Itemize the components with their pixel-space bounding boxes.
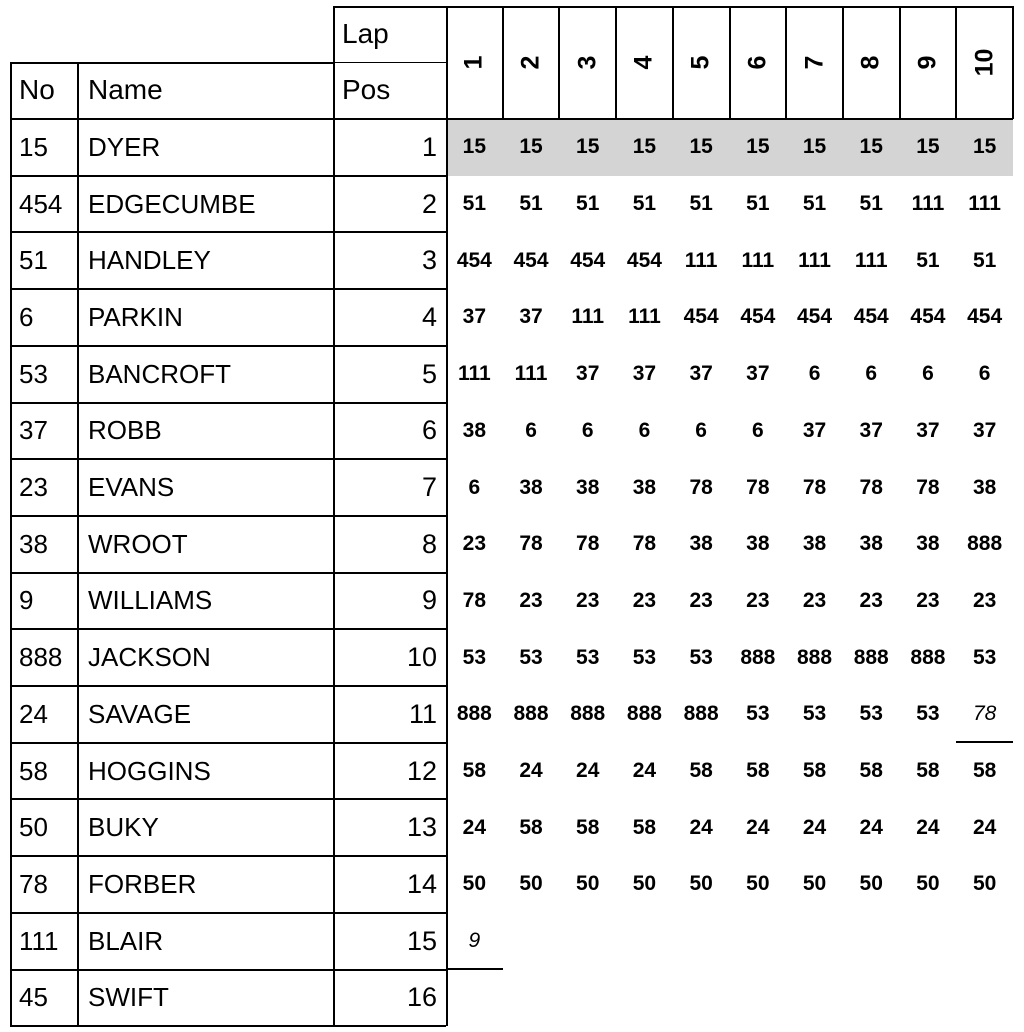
row-divider — [10, 231, 446, 233]
lap-number-header — [616, 6, 673, 119]
lap-position-value: 111 — [798, 248, 831, 272]
lap-position-value: 454 — [626, 248, 662, 272]
lap-position-value: 78 — [462, 588, 487, 612]
lap-position-value: 51 — [859, 192, 883, 216]
lap-position-value: 58 — [802, 759, 827, 783]
name-header: Name — [88, 74, 163, 106]
rider-name: FORBER — [88, 868, 197, 899]
lap-col-divider — [672, 6, 674, 119]
lap-position-value: 23 — [632, 588, 657, 612]
finish-position: 5 — [421, 358, 437, 389]
lap-number-label: 1 — [459, 55, 488, 70]
lap-position-value: 111 — [741, 248, 775, 272]
rider-name: WROOT — [88, 528, 188, 559]
lap-position-value: 78 — [916, 475, 940, 499]
lap-position-value: 38 — [576, 475, 600, 499]
rider-name: JACKSON — [88, 642, 211, 673]
lap-position-value: 37 — [462, 305, 487, 329]
rider-number: 50 — [19, 812, 48, 843]
lap-position-value: 53 — [689, 645, 713, 669]
row-divider — [10, 685, 446, 687]
rider-number: 53 — [19, 358, 48, 389]
lap-position-value: 58 — [519, 815, 543, 839]
finish-position: 7 — [421, 472, 437, 503]
lap-position-value: 51 — [972, 248, 997, 272]
lap-position-value: 38 — [916, 532, 940, 556]
lap-number-label: 9 — [913, 55, 942, 70]
finish-position: 15 — [406, 925, 437, 956]
lap-position-value: 51 — [462, 192, 487, 216]
row-divider — [10, 855, 446, 857]
col-divider — [446, 6, 448, 1026]
lap-number-header — [446, 6, 503, 119]
lap-position-value: 454 — [740, 305, 776, 329]
lap-col-divider — [1012, 6, 1014, 119]
lap-position-value: 53 — [916, 702, 940, 726]
finish-position: 10 — [406, 642, 437, 673]
row-divider — [10, 345, 446, 347]
lap-number-header — [843, 6, 900, 119]
lap-position-value: 6 — [581, 418, 594, 442]
lap-position-value: 888 — [797, 645, 833, 669]
lap-number-label: 6 — [743, 55, 772, 70]
lap-position-value: 15 — [802, 135, 827, 159]
lapped-rider-value: 9 — [468, 929, 481, 953]
lap-position-value: 78 — [746, 475, 770, 499]
finish-position: 14 — [406, 868, 437, 899]
lap-position-value: 454 — [853, 305, 889, 329]
lap-position-value: 6 — [865, 362, 878, 386]
lap-number-label: 8 — [856, 55, 885, 70]
lap-position-value: 454 — [456, 248, 492, 272]
lap-col-divider — [558, 6, 560, 119]
lap-number-label: 3 — [573, 55, 602, 70]
rider-name: BLAIR — [88, 925, 164, 956]
lap-position-value: 24 — [859, 815, 883, 839]
lap-position-value: 38 — [519, 475, 543, 499]
lap-position-value: 888 — [513, 702, 549, 726]
rider-number: 37 — [19, 415, 48, 446]
rider-name: WILLIAMS — [88, 585, 213, 616]
lap-position-value: 37 — [746, 362, 770, 386]
lap-position-value: 888 — [853, 645, 889, 669]
lap-position-value: 53 — [462, 645, 487, 669]
rider-name: BANCROFT — [88, 358, 231, 389]
lap-position-value: 454 — [683, 305, 719, 329]
lap-position-value: 58 — [746, 759, 770, 783]
row-divider — [10, 572, 446, 574]
lap-col-divider — [502, 6, 504, 119]
header-divider-pos — [333, 62, 446, 63]
rider-number: 454 — [19, 188, 63, 219]
lap-position-value: 6 — [808, 362, 821, 386]
pos-header: Pos — [342, 74, 391, 106]
lap-number-header — [673, 6, 730, 119]
lap-col-divider — [729, 6, 731, 119]
lap-position-value: 111 — [628, 305, 661, 329]
lap-col-divider — [899, 6, 901, 119]
lap-col-divider — [955, 6, 957, 119]
rider-name: HANDLEY — [88, 245, 211, 276]
lap-position-value: 454 — [570, 248, 606, 272]
lap-position-value: 37 — [689, 362, 713, 386]
lap-position-value: 58 — [859, 759, 883, 783]
lap-position-value: 6 — [978, 362, 991, 386]
lap-number-label: 2 — [516, 55, 545, 70]
lap-position-value: 51 — [802, 192, 827, 216]
lap-number-header — [786, 6, 843, 119]
lap-position-value: 24 — [576, 759, 600, 783]
lap-position-value: 23 — [859, 588, 883, 612]
rider-name: ROBB — [88, 415, 162, 446]
lap-position-value: 23 — [689, 588, 713, 612]
lap-position-value: 23 — [972, 588, 997, 612]
lapped-underline — [446, 968, 503, 970]
lap-position-value: 23 — [802, 588, 827, 612]
lap-position-value: 24 — [462, 815, 487, 839]
lap-position-value: 50 — [576, 872, 600, 896]
row-divider — [10, 288, 446, 290]
lap-position-value: 58 — [916, 759, 940, 783]
lap-position-value: 454 — [797, 305, 833, 329]
lap-position-value: 24 — [519, 759, 543, 783]
lap-position-value: 37 — [859, 418, 883, 442]
lap-position-value: 53 — [972, 645, 997, 669]
finish-position: 8 — [421, 528, 437, 559]
row-divider — [10, 798, 446, 800]
lap-position-value: 15 — [632, 135, 657, 159]
rider-number: 38 — [19, 528, 48, 559]
rider-number: 78 — [19, 868, 48, 899]
lap-position-value: 50 — [519, 872, 543, 896]
lap-position-value: 50 — [916, 872, 940, 896]
lap-position-value: 24 — [689, 815, 713, 839]
lap-position-value: 58 — [576, 815, 600, 839]
lap-position-value: 454 — [513, 248, 549, 272]
lap-position-value: 15 — [972, 135, 997, 159]
rider-number: 6 — [19, 301, 34, 332]
lap-position-value: 23 — [576, 588, 600, 612]
lap-position-value: 58 — [632, 815, 657, 839]
lap-number-header — [730, 6, 787, 119]
lap-position-value: 50 — [746, 872, 770, 896]
lapped-underline — [956, 741, 1013, 743]
lap-position-value: 6 — [922, 362, 934, 386]
lap-position-value: 53 — [859, 702, 883, 726]
lap-position-value: 23 — [746, 588, 770, 612]
lap-position-value: 23 — [916, 588, 940, 612]
rider-number: 58 — [19, 755, 48, 786]
lap-position-value: 78 — [859, 475, 883, 499]
lap-position-value: 24 — [746, 815, 770, 839]
lap-number-header — [956, 6, 1013, 119]
finish-position: 2 — [421, 188, 437, 219]
lap-position-value: 50 — [689, 872, 713, 896]
rider-number: 24 — [19, 698, 48, 729]
col-divider — [77, 62, 79, 1026]
lap-position-value: 888 — [456, 702, 492, 726]
lap-position-value: 37 — [632, 362, 657, 386]
finish-position: 9 — [421, 585, 437, 616]
lap-header: Lap — [342, 18, 389, 49]
lap-position-value: 888 — [683, 702, 719, 726]
finish-position: 1 — [421, 131, 437, 162]
lapped-rider-value: 78 — [972, 702, 997, 726]
lap-position-value: 38 — [746, 532, 770, 556]
lap-position-value: 15 — [859, 135, 883, 159]
lap-position-value: 15 — [746, 135, 770, 159]
row-divider — [10, 458, 446, 460]
rider-number: 45 — [19, 982, 48, 1013]
lap-position-value: 53 — [576, 645, 600, 669]
lap-position-value: 50 — [859, 872, 883, 896]
col-divider — [333, 6, 335, 1026]
rider-number: 51 — [19, 245, 48, 276]
lap-number-label: 10 — [970, 48, 999, 77]
finish-position: 6 — [421, 415, 437, 446]
lap-position-value: 6 — [468, 475, 481, 499]
rider-name: EDGECUMBE — [88, 188, 256, 219]
table-top-border — [10, 62, 333, 64]
lap-col-divider — [785, 6, 787, 119]
lap-position-value: 6 — [752, 418, 764, 442]
row-divider — [10, 742, 446, 744]
lap-position-value: 53 — [519, 645, 543, 669]
lap-number-header — [503, 6, 560, 119]
lap-position-value: 78 — [519, 532, 543, 556]
finish-position: 12 — [406, 755, 437, 786]
lap-position-value: 15 — [462, 135, 487, 159]
lap-position-value: 38 — [859, 532, 883, 556]
lap-position-value: 888 — [740, 645, 776, 669]
lap-position-value: 53 — [746, 702, 770, 726]
lap-position-value: 38 — [462, 418, 487, 442]
lap-position-value: 111 — [514, 362, 548, 386]
finish-position: 3 — [421, 245, 437, 276]
lap-position-value: 111 — [684, 248, 718, 272]
lap-position-value: 51 — [632, 192, 657, 216]
lap-position-value: 78 — [802, 475, 827, 499]
row-divider — [10, 912, 446, 914]
lap-position-value: 454 — [967, 305, 1003, 329]
lap-position-value: 50 — [972, 872, 997, 896]
lap-position-value: 58 — [689, 759, 713, 783]
lap-position-value: 6 — [638, 418, 651, 442]
lap-position-value: 51 — [746, 192, 770, 216]
rider-number: 888 — [19, 642, 63, 673]
lap-position-value: 38 — [632, 475, 657, 499]
row-divider — [10, 969, 446, 971]
lap-position-value: 37 — [576, 362, 600, 386]
lap-number-label: 5 — [686, 55, 715, 70]
rider-name: EVANS — [88, 472, 175, 503]
lap-position-value: 58 — [462, 759, 487, 783]
rider-number: 9 — [19, 585, 34, 616]
lap-position-value: 51 — [689, 192, 713, 216]
lap-position-value: 15 — [576, 135, 600, 159]
lap-position-value: 888 — [626, 702, 662, 726]
lap-position-value: 111 — [571, 305, 605, 329]
lap-position-value: 23 — [462, 532, 487, 556]
rider-name: SWIFT — [88, 982, 169, 1013]
lap-position-value: 51 — [576, 192, 600, 216]
lap-position-value: 78 — [689, 475, 713, 499]
lap-position-value: 78 — [632, 532, 657, 556]
finish-position: 13 — [406, 812, 437, 843]
lap-position-value: 888 — [967, 532, 1003, 556]
rider-name: SAVAGE — [88, 698, 192, 729]
rider-number: 111 — [19, 925, 59, 956]
lap-position-value: 111 — [911, 192, 945, 216]
lap-position-value: 37 — [916, 418, 940, 442]
finish-position: 4 — [421, 301, 437, 332]
lap-position-value: 15 — [916, 135, 940, 159]
lap-position-value: 58 — [972, 759, 997, 783]
lap-position-value: 37 — [802, 418, 827, 442]
no-header: No — [19, 74, 55, 106]
lap-position-value: 50 — [802, 872, 827, 896]
lap-position-value: 888 — [570, 702, 606, 726]
lap-position-value: 111 — [854, 248, 888, 272]
lap-col-divider — [615, 6, 617, 119]
lap-position-value: 111 — [968, 192, 1001, 216]
lap-position-value: 24 — [972, 815, 997, 839]
lap-position-value: 24 — [916, 815, 940, 839]
row-divider — [10, 1025, 446, 1027]
row-divider — [10, 515, 446, 517]
row-divider — [10, 402, 446, 404]
lap-position-value: 15 — [689, 135, 713, 159]
lap-position-value: 38 — [802, 532, 827, 556]
rider-name: PARKIN — [88, 301, 183, 332]
lap-position-value: 50 — [462, 872, 487, 896]
lap-position-value: 454 — [910, 305, 946, 329]
finish-position: 16 — [406, 982, 437, 1013]
rider-name: DYER — [88, 131, 161, 162]
finish-position: 11 — [408, 698, 437, 729]
row-divider — [10, 118, 446, 120]
lap-number-label: 7 — [800, 55, 829, 70]
lap-position-value: 37 — [519, 305, 543, 329]
lap-number-header — [900, 6, 957, 119]
rider-name: BUKY — [88, 812, 159, 843]
lap-position-value: 37 — [972, 418, 997, 442]
rider-name: HOGGINS — [88, 755, 211, 786]
rider-number: 15 — [19, 131, 48, 162]
lap-position-value: 51 — [519, 192, 543, 216]
lap-col-divider — [842, 6, 844, 119]
lap-position-value: 888 — [910, 645, 946, 669]
rider-number: 23 — [19, 472, 48, 503]
lap-position-value: 23 — [519, 588, 543, 612]
lap-position-value: 111 — [457, 362, 491, 386]
row-divider — [10, 175, 446, 177]
lap-position-value: 53 — [632, 645, 657, 669]
lap-position-value: 6 — [525, 418, 537, 442]
lap-position-value: 38 — [689, 532, 713, 556]
lap-number-label: 4 — [629, 55, 658, 70]
lap-position-value: 24 — [802, 815, 827, 839]
col-divider — [10, 62, 12, 1026]
lap-position-value: 53 — [802, 702, 827, 726]
lap-number-header — [559, 6, 616, 119]
lap-position-value: 50 — [632, 872, 657, 896]
row-divider — [10, 628, 446, 630]
lap-position-value: 24 — [632, 759, 657, 783]
lap-position-value: 38 — [972, 475, 997, 499]
lap-position-value: 6 — [695, 418, 707, 442]
lap-position-value: 15 — [519, 135, 543, 159]
lap-position-value: 51 — [916, 248, 940, 272]
lap-position-value: 78 — [576, 532, 600, 556]
